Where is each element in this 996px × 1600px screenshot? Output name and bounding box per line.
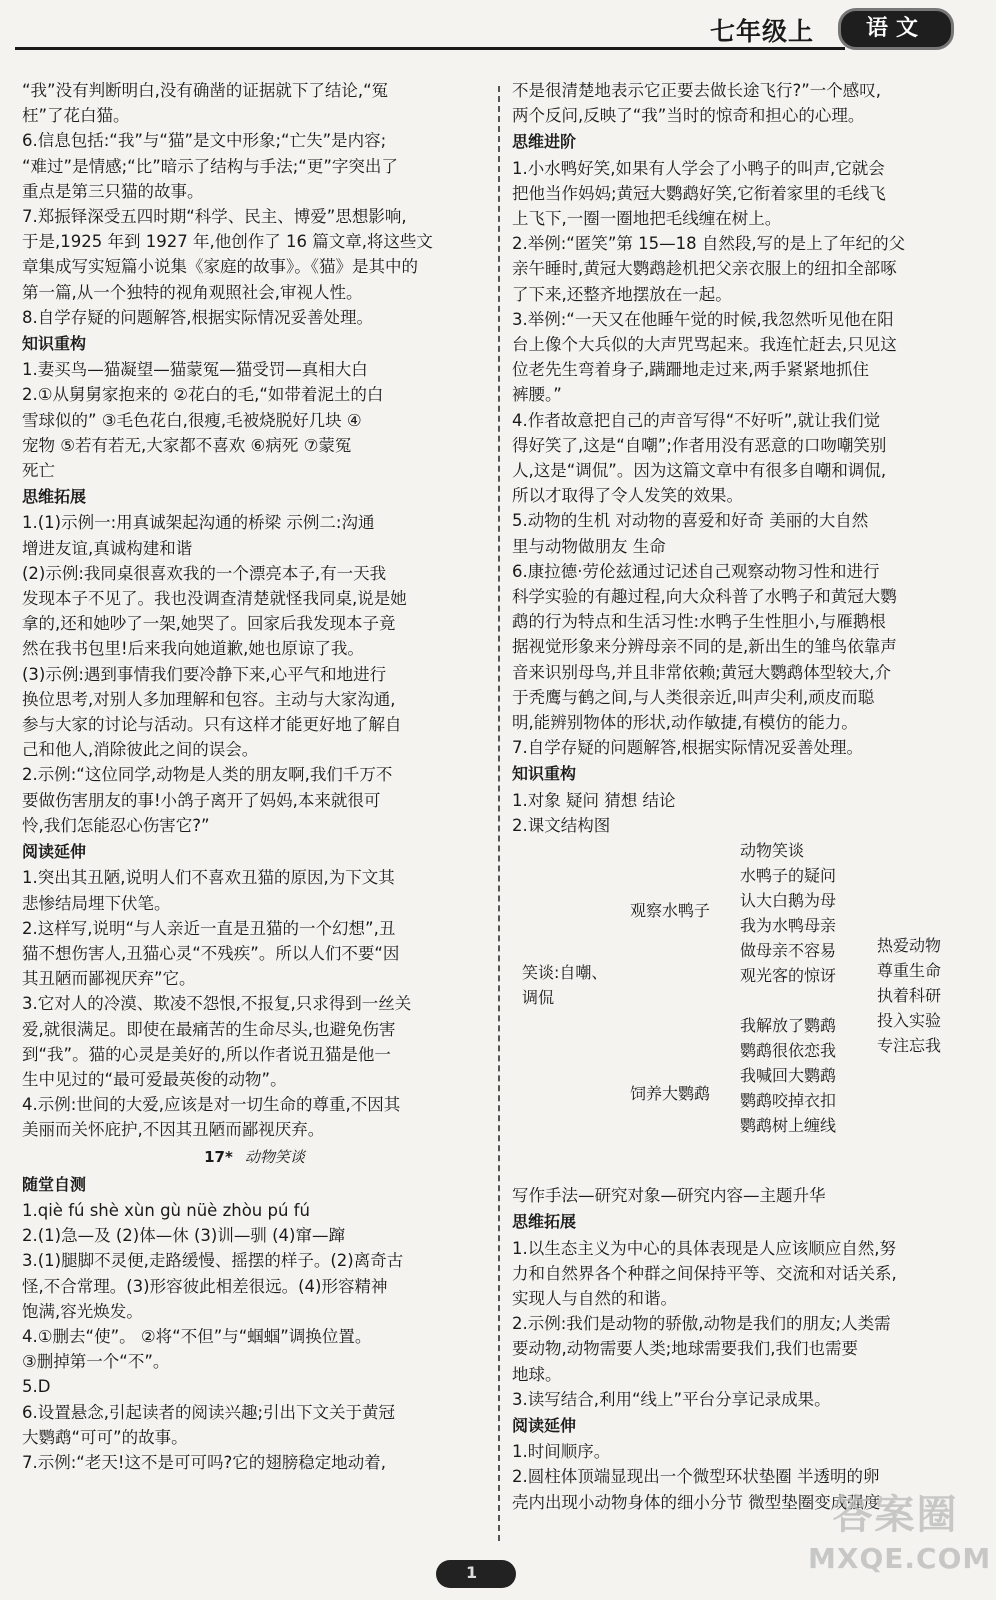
tree-node: 尊重生命 bbox=[877, 961, 942, 981]
text-line: 4.作者故意把自己的声音写得“不好听”,就让我们觉 bbox=[512, 410, 881, 430]
tree-node: 我为水鸭母亲 bbox=[740, 916, 837, 936]
text-line: 1.时间顺序。 bbox=[512, 1442, 611, 1462]
left-thinking-section bbox=[22, 510, 487, 838]
text-line: 音来识别母鸟,并且非常依赖;黄冠大鹦鹉体型较大,介 bbox=[512, 662, 892, 682]
tree-node: 观光客的惊讶 bbox=[740, 966, 837, 986]
tree-node: 热爱动物 bbox=[877, 936, 942, 956]
text-line: 大鹦鹉“可可”的故事。 bbox=[22, 1427, 188, 1447]
section-heading: 随堂自测 bbox=[22, 1174, 87, 1194]
section-heading: 知识重构 bbox=[512, 764, 577, 784]
text-line: 2.这样写,说明“与人亲近一直是丑猫的一个幻想”,丑 bbox=[22, 918, 396, 938]
text-line: 参与大家的讨论与活动。只有这样才能更好地了解自 bbox=[22, 715, 402, 735]
text-line: 科学实验的有趣过程,向大众科普了水鸭子和黄冠大鹦 bbox=[512, 587, 897, 607]
text-line: 宠物 ⑤若有若无,大家都不喜欢 ⑥病死 ⑦蒙冤 bbox=[22, 435, 352, 455]
text-line: 章集成写实短篇小说集《家庭的故事》。《猫》是其中的 bbox=[22, 257, 418, 277]
text-line: ③删掉第一个“不”。 bbox=[22, 1352, 170, 1372]
text-line: 3.读写结合,利用“线上”平台分享记录成果。 bbox=[512, 1389, 831, 1409]
text-line: 上飞下,一圈一圈地把毛线缠在树上。 bbox=[512, 209, 782, 229]
text-line: 枉”了花白猫。 bbox=[22, 106, 130, 126]
tree-node: 我解放了鹦鹉 bbox=[740, 1016, 837, 1036]
tree-node: 鹦鹉树上缠线 bbox=[740, 1116, 837, 1136]
text-line: 不是很清楚地表示它正要去做长途飞行?”一个感叹, bbox=[512, 81, 882, 100]
text-line: 4.①删去“使”。 ②将“不但”与“蝈蝈”调换位置。 bbox=[22, 1326, 372, 1346]
lesson-name: 动物笑谈 bbox=[244, 1147, 305, 1166]
text-line: 8.自学存疑的问题解答,根据实际情况妥善处理。 bbox=[22, 307, 373, 327]
text-line: 重点是第三只猫的故事。 bbox=[22, 181, 204, 201]
text-line: 明,能辨别物体的形状,动作敏捷,有模仿的能力。 bbox=[512, 713, 858, 733]
tree-node: 笑谈:自嘲、 bbox=[522, 963, 608, 983]
text-line: 2.(1)急—及 (2)体—休 (3)训—驯 (4)窜—蹿 bbox=[22, 1226, 345, 1246]
method-line: 写作手法—研究对象—研究内容—主题升华 bbox=[512, 1186, 826, 1206]
text-line: 猫不想伤害人,丑猫心灵“不残疾”。所以人们不要“因 bbox=[22, 943, 400, 963]
text-line: 3.(1)腿脚不灵便,走路缓慢、摇摆的样子。(2)离奇古 bbox=[22, 1251, 404, 1271]
text-line: 亲午睡时,黄冠大鹦鹉趁机把父亲衣服上的纽扣全部啄 bbox=[512, 259, 897, 279]
text-line: 其丑陋而鄙视厌弃”它。 bbox=[22, 969, 196, 989]
text-line: 于是,1925 年到 1927 年,他创作了 16 篇文章,将这些文 bbox=[22, 232, 433, 252]
text-line: 第一篇,从一个独特的视角观照社会,审视人性。 bbox=[22, 282, 363, 302]
text-line: 4.示例:世间的大爱,应该是对一切生命的尊重,不因其 bbox=[22, 1095, 401, 1115]
subject-badge: 语文 bbox=[838, 8, 954, 50]
text-line: 人,这是“调侃”。因为这篇文章中有很多自嘲和调侃, bbox=[512, 461, 887, 481]
text-line: 1.对象 疑问 猜想 结论 bbox=[512, 790, 676, 810]
text-line: 得好笑了,这是“自嘲”;作者用没有恶意的口吻嘲笑别 bbox=[512, 435, 887, 455]
text-line: 把他当作妈妈;黄冠大鹦鹉好笑,它衔着家里的毛线飞 bbox=[512, 183, 886, 203]
tree-node: 鹦鹉咬掉衣扣 bbox=[740, 1091, 837, 1111]
text-line: 1.小水鸭好笑,如果有人学会了小鸭子的叫声,它就会 bbox=[512, 158, 885, 178]
tree-node: 鹦鹉很依恋我 bbox=[740, 1041, 837, 1061]
text-line: 己和他人,消除彼此之间的误会。 bbox=[22, 740, 259, 760]
right-column bbox=[512, 78, 972, 1515]
text-line: 6.信息包括:“我”与“猫”是文中形象;“亡失”是内容; bbox=[22, 131, 387, 151]
watermark-text: 答案圈 bbox=[832, 1492, 959, 1538]
text-line: 实现人与自然的和谐。 bbox=[512, 1288, 677, 1308]
section-heading: 知识重构 bbox=[22, 334, 87, 354]
text-line: 饱满,容光焕发。 bbox=[22, 1301, 143, 1321]
text-line: 3.它对人的冷漠、欺凌不怨恨,不报复,只求得到一丝关 bbox=[22, 994, 412, 1014]
text-line: 2.①从舅舅家抱来的 ②花白的毛,“如带着泥土的白 bbox=[22, 385, 384, 405]
right-advance-section bbox=[512, 156, 972, 761]
text-line: 1.妻买鸟—猫凝望—猫蒙冤—猫受罚—真相大白 bbox=[22, 360, 368, 380]
text-line: 怜,我们怎能忍心伤害它?” bbox=[22, 815, 210, 835]
text-line: 鹉的行为特点和生活习性:水鸭子生性胆小,与雁鹅根 bbox=[512, 612, 886, 632]
tree-branch-duck: 观察水鸭子 bbox=[630, 901, 711, 921]
text-line: 增进友谊,真诚构建和谐 bbox=[22, 538, 193, 558]
text-line: 要动物,动物需要人类;地球需要我们,我们也需要 bbox=[512, 1339, 859, 1359]
text-line: 死亡 bbox=[22, 461, 55, 481]
column-divider bbox=[498, 86, 500, 1541]
text-line: 两个反问,反映了“我”当时的惊奇和担心的心理。 bbox=[512, 106, 865, 126]
text-line: 里与动物做朋友 生命 bbox=[512, 536, 666, 556]
tree-node: 执着科研 bbox=[877, 986, 942, 1006]
text-line: 7.自学存疑的问题解答,根据实际情况妥善处理。 bbox=[512, 738, 863, 758]
text-line: 1.突出其丑陋,说明人们不喜欢丑猫的原因,为下文其 bbox=[22, 868, 395, 888]
lesson-title bbox=[22, 1145, 487, 1170]
page-number-badge bbox=[436, 1560, 516, 1588]
text-line: 悲惨结局埋下伏笔。 bbox=[22, 893, 171, 913]
text-line: 1.(1)示例一:用真诚架起沟通的桥梁 示例二:沟通 bbox=[22, 513, 375, 533]
text-line: 拿的,还和她吵了一架,她哭了。回家后我发现本子竟 bbox=[22, 614, 396, 634]
section-heading: 阅读延伸 bbox=[22, 842, 87, 862]
tree-duck-items bbox=[740, 838, 836, 988]
text-line: 换位思考,对别人多加理解和包容。主动与大家沟通, bbox=[22, 689, 396, 709]
text-line: “难过”是情感;“比”暗示了结构与手法;“更”字突出了 bbox=[22, 156, 398, 176]
left-top-answers bbox=[22, 78, 487, 330]
right-thinking-section bbox=[512, 1236, 972, 1412]
text-line: 1.qiè fú shè xùn gù nüè zhòu pú fú bbox=[22, 1200, 310, 1220]
grade-label: 七年级上 bbox=[710, 17, 815, 46]
watermark-logo bbox=[808, 1488, 992, 1598]
section-heading: 思维拓展 bbox=[512, 1212, 577, 1232]
text-line: 地球。 bbox=[512, 1364, 562, 1384]
page-number: 1 bbox=[466, 1563, 478, 1582]
text-line: 发现本子不见了。我也没调查清楚就怪我同桌,说是她 bbox=[22, 589, 407, 609]
text-line: 力和自然界各个种群之间保持平等、交流和对话关系, bbox=[512, 1263, 897, 1283]
text-line: 然在我书包里!后来我向她道歉,她也原谅了我。 bbox=[22, 639, 364, 659]
right-top-answers bbox=[512, 78, 972, 128]
text-line: 位老先生弯着身子,蹒跚地走过来,两手紧紧地抓住 bbox=[512, 360, 869, 380]
text-line: 怪,不合常理。(3)形容彼此相差很远。(4)形容精神 bbox=[22, 1276, 388, 1296]
text-line: 2.圆柱体顶端显现出一个微型环状垫圈 半透明的卵 bbox=[512, 1467, 880, 1487]
tree-node: 动物笑谈 bbox=[740, 841, 805, 861]
text-line: 台上像个大兵似的大声咒骂起来。我连忙赶去,只见这 bbox=[512, 335, 897, 355]
watermark-url: MXQE.COM bbox=[808, 1542, 992, 1575]
tree-node: 做母亲不容易 bbox=[740, 941, 837, 961]
text-line: 爱,就很满足。即使在最痛苦的生命尽头,也避免伤害 bbox=[22, 1019, 396, 1039]
text-line: 1.以生态主义为中心的具体表现是人应该顺应自然,努 bbox=[512, 1238, 896, 1258]
text-line: 要做伤害朋友的事!小鸽子离开了妈妈,本来就很可 bbox=[22, 790, 381, 810]
header-rule bbox=[15, 47, 845, 50]
tree-node: 调侃 bbox=[522, 988, 555, 1008]
text-line: (2)示例:我同桌很喜欢我的一个漂亮本子,有一天我 bbox=[22, 563, 387, 583]
tree-node: 专注忘我 bbox=[877, 1036, 942, 1056]
text-line: 7.郑振铎深受五四时期“科学、民主、博爱”思想影响, bbox=[22, 207, 407, 227]
left-reading-section bbox=[22, 865, 487, 1142]
tree-node: 投入实验 bbox=[877, 1011, 942, 1031]
tree-root bbox=[522, 960, 607, 1010]
left-column bbox=[22, 78, 487, 1475]
structure-diagram bbox=[512, 838, 972, 1183]
left-knowledge-section bbox=[22, 357, 487, 483]
text-line: 了下来,还整齐地摆放在一起。 bbox=[512, 284, 732, 304]
text-line: 雪球似的” ③毛色花白,很瘦,毛被烧脱好几块 ④ bbox=[22, 410, 362, 430]
text-line: 6.设置悬念,引起读者的阅读兴趣;引出下文关于黄冠 bbox=[22, 1402, 396, 1422]
tree-node: 我喊回大鹦鹉 bbox=[740, 1066, 837, 1086]
text-line: 5.D bbox=[22, 1377, 51, 1397]
text-line: 7.示例:“老天!这不是可可吗?它的翅膀稳定地动着, bbox=[22, 1452, 386, 1472]
text-line: 3.举例:“一天又在他睡午觉的时候,我忽然听见他在阳 bbox=[512, 309, 894, 329]
text-line: 据视觉形象来分辨母亲不同的是,新出生的雏鸟依靠声 bbox=[512, 637, 897, 657]
text-line: 到“我”。猫的心灵是美好的,所以作者说丑猫是他一 bbox=[22, 1044, 391, 1064]
tree-node: 认大白鹅为母 bbox=[740, 891, 837, 911]
text-line: 2.举例:“匿笑”第 15—18 自然段,写的是上了年纪的父 bbox=[512, 234, 906, 254]
tree-node: 水鸭子的疑问 bbox=[740, 866, 837, 886]
text-line: 美丽而关怀庇护,不因其丑陋而鄙视厌弃。 bbox=[22, 1120, 325, 1140]
section-heading: 思维拓展 bbox=[22, 487, 87, 507]
lesson-number: 17* bbox=[204, 1147, 233, 1166]
text-line: 所以才取得了令人发笑的效果。 bbox=[512, 486, 743, 506]
section-heading: 思维进阶 bbox=[512, 132, 577, 152]
text-line: 裤腰。” bbox=[512, 385, 562, 405]
tree-parrot-items bbox=[740, 1013, 836, 1138]
text-line: 5.动物的生机 对动物的喜爱和好奇 美丽的大自然 bbox=[512, 511, 869, 531]
text-line: 6.康拉德·劳伦兹通过记述自己观察动物习性和进行 bbox=[512, 561, 880, 581]
text-line: 2.课文结构图 bbox=[512, 815, 611, 835]
text-line: 2.示例:我们是动物的骄傲,动物是我们的朋友;人类需 bbox=[512, 1314, 891, 1334]
text-line: 于秃鹰与鹤之间,与人类很亲近,叫声尖利,顽皮而聪 bbox=[512, 687, 875, 707]
text-line: 壳内出现小动物身体的细小分节 微型垫圈变成强度 bbox=[512, 1492, 881, 1512]
text-line: “我”没有判断明白,没有确凿的证据就下了结论,“冤 bbox=[22, 81, 389, 100]
text-line: 2.示例:“这位同学,动物是人类的朋友啊,我们千万不 bbox=[22, 765, 393, 785]
page-header bbox=[0, 0, 996, 62]
text-line: (3)示例:遇到事情我们要冷静下来,心平气和地进行 bbox=[22, 664, 387, 684]
right-knowledge-section bbox=[512, 788, 972, 838]
section-heading: 阅读延伸 bbox=[512, 1415, 577, 1435]
tree-themes bbox=[877, 933, 941, 1058]
left-selftest-section bbox=[22, 1198, 487, 1475]
tree-branch-parrot: 饲养大鹦鹉 bbox=[630, 1084, 711, 1104]
text-line: 生中见过的“最可爱最英俊的动物”。 bbox=[22, 1069, 287, 1089]
